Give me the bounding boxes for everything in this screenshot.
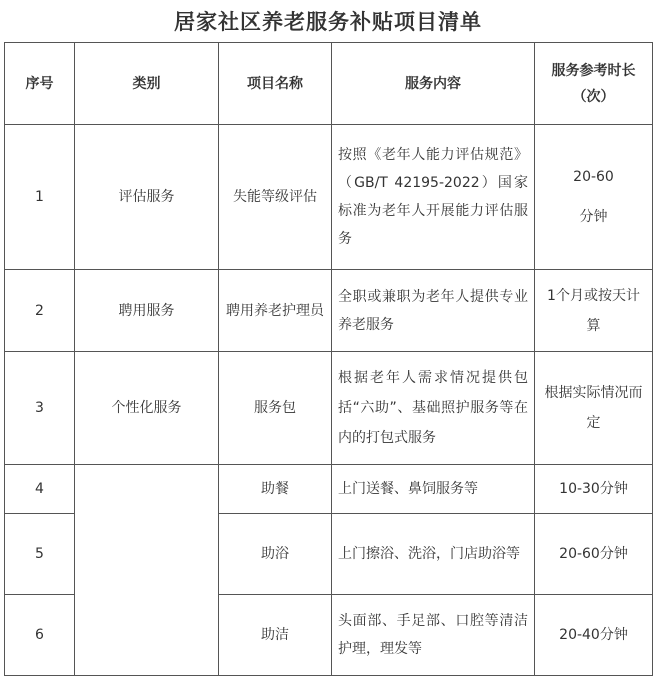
row-category-merged — [75, 465, 219, 676]
duration-unit: 分钟 — [579, 209, 608, 225]
row-item-name: 助餐 — [219, 465, 332, 514]
table-row — [5, 352, 653, 465]
row-content: 按照《老年人能力评估规范》（GB/T 42195-2022）国家标准为老年人开展能力评估服务 — [332, 125, 535, 270]
table-row — [5, 465, 653, 514]
row-content: 根据老年人需求情况提供包括“六助”、基础照护服务等在内的打包式服务 — [332, 352, 535, 465]
row-index: 1 — [5, 125, 75, 270]
header-duration: 服务参考时长（次） — [535, 43, 653, 125]
row-index: 3 — [5, 352, 75, 465]
row-item-name: 助浴 — [219, 514, 332, 595]
header-item-name: 项目名称 — [219, 43, 332, 125]
row-category: 评估服务 — [75, 125, 219, 270]
table-row — [5, 270, 653, 352]
table-header-row — [5, 43, 653, 125]
subsidy-table — [4, 42, 653, 676]
row-index: 2 — [5, 270, 75, 352]
row-content: 全职或兼职为老年人提供专业养老服务 — [332, 270, 535, 352]
row-content: 头面部、手足部、口腔等清洁护理，理发等 — [332, 595, 535, 676]
duration-value: 20-60 — [573, 169, 614, 185]
row-category: 聘用服务 — [75, 270, 219, 352]
row-duration: 根据实际情况而定 — [535, 352, 653, 465]
row-content: 上门送餐、鼻饲服务等 — [332, 465, 535, 514]
row-item-name: 服务包 — [219, 352, 332, 465]
row-duration: 20-40分钟 — [535, 595, 653, 676]
row-index: 6 — [5, 595, 75, 676]
row-item-name: 失能等级评估 — [219, 125, 332, 270]
row-index: 4 — [5, 465, 75, 514]
header-index: 序号 — [5, 43, 75, 125]
page-title: 居家社区养老服务补贴项目清单 — [174, 10, 482, 34]
row-item-name: 聘用养老护理员 — [219, 270, 332, 352]
row-duration: 1个月或按天计算 — [535, 270, 653, 352]
row-duration: 10-30分钟 — [535, 465, 653, 514]
header-content: 服务内容 — [332, 43, 535, 125]
row-item-name: 助洁 — [219, 595, 332, 676]
row-category: 个性化服务 — [75, 352, 219, 465]
row-content: 上门擦浴、洗浴，门店助浴等 — [332, 514, 535, 595]
row-duration: 20-60分钟 — [535, 514, 653, 595]
header-category: 类别 — [75, 43, 219, 125]
table-row — [5, 125, 653, 270]
row-index: 5 — [5, 514, 75, 595]
row-duration — [535, 125, 653, 270]
